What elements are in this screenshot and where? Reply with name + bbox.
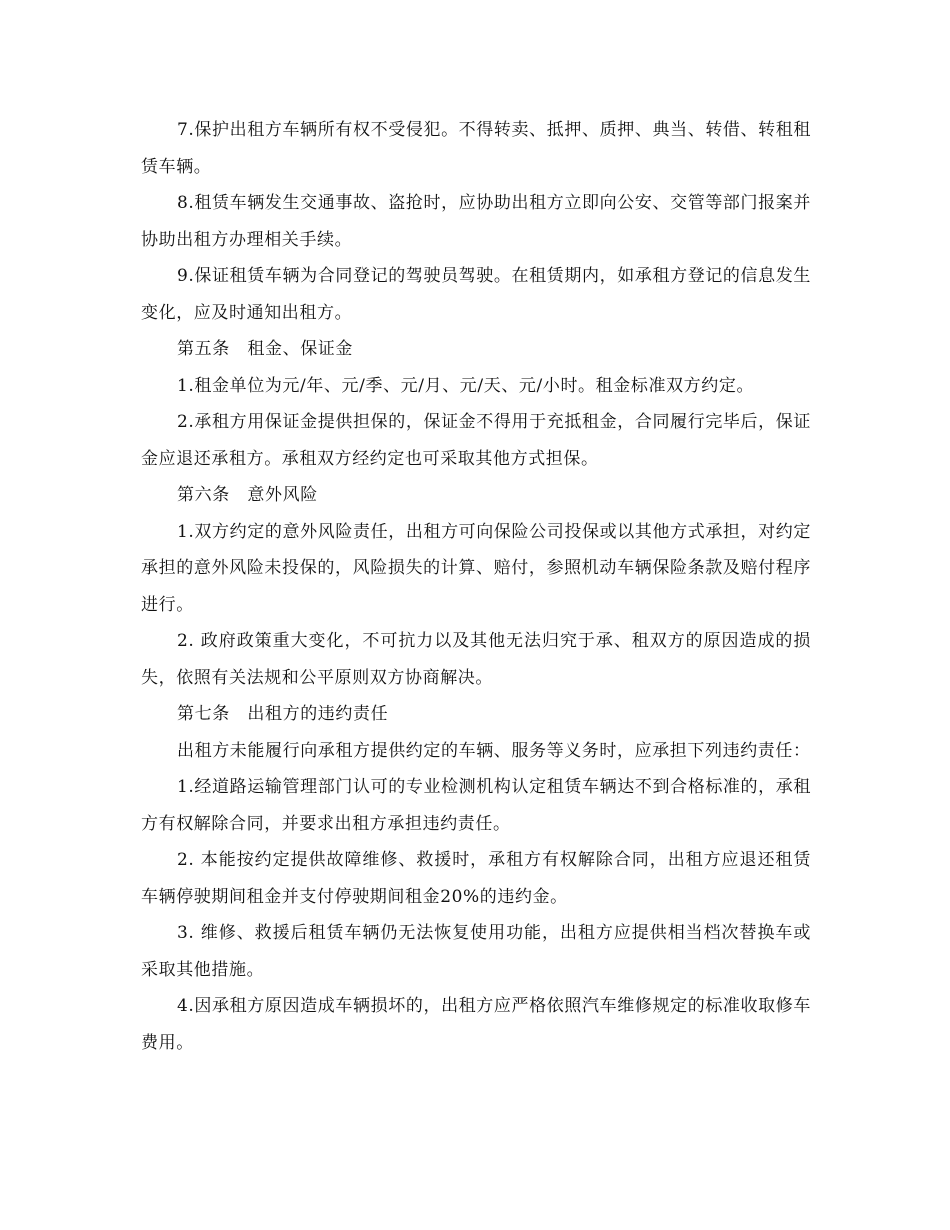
clause-5-2: 2.承租方用保证金提供担保的，保证金不得用于充抵租金，合同履行完毕后，保证金应退还承租方。承租双方经约定也可采取其他方式担保。 (141, 412, 811, 469)
clause-4-9: 9.保证租赁车辆为合同登记的驾驶员驾驶。在租赁期内，如承租方登记的信息发生变化，应及时通知出租方。 (141, 266, 811, 323)
clause-6-2: 2. 政府政策重大变化，不可抗力以及其他无法归究于承、租双方的原因造成的损失，依照有关法规和公平原则双方协商解决。 (141, 631, 811, 688)
clause-6-1: 1.双方约定的意外风险责任，出租方可向保险公司投保或以其他方式承担，对约定承担的意外风险未投保的，风险损失的计算、赔付，参照机动车辆保险条款及赔付程序进行。 (141, 521, 811, 615)
clause-4-7: 7.保护出租方车辆所有权不受侵犯。不得转卖、抵押、质押、典当、转借、转租租赁车辆。 (141, 120, 811, 177)
article-7-heading: 第七条 出租方的违约责任 (177, 704, 389, 724)
article-7-intro: 出租方未能履行向承租方提供约定的车辆、服务等义务时，应承担下列违约责任： (177, 740, 811, 761)
clause-7-1: 1.经道路运输管理部门认可的专业检测机构认定租赁车辆达不到合格标准的，承租方有权解除合同，并要求出租方承担违约责任。 (141, 777, 811, 834)
clause-7-2: 2. 本能按约定提供故障维修、救援时，承租方有权解除合同，出租方应退还租赁车辆停驶期间租金并支付停驶期间租金20%的违约金。 (141, 850, 811, 907)
article-5-heading: 第五条 租金、保证金 (177, 339, 353, 359)
clause-4-8: 8.租赁车辆发生交通事故、盗抢时，应协助出租方立即向公安、交管等部门报案并协助出租方办理相关手续。 (141, 193, 811, 250)
article-6-heading: 第六条 意外风险 (177, 485, 318, 505)
clause-5-1: 1.租金单位为元/年、元/季、元/月、元/天、元/小时。租金标准双方约定。 (177, 375, 755, 396)
clause-7-4: 4.因承租方原因造成车辆损坏的，出租方应严格依照汽车维修规定的标准收取修车费用。 (141, 996, 811, 1053)
clause-7-3: 3. 维修、救援后租赁车辆仍无法恢复使用功能，出租方应提供相当档次替换车或采取其他措施。 (141, 923, 811, 980)
document-body (141, 112, 811, 1061)
